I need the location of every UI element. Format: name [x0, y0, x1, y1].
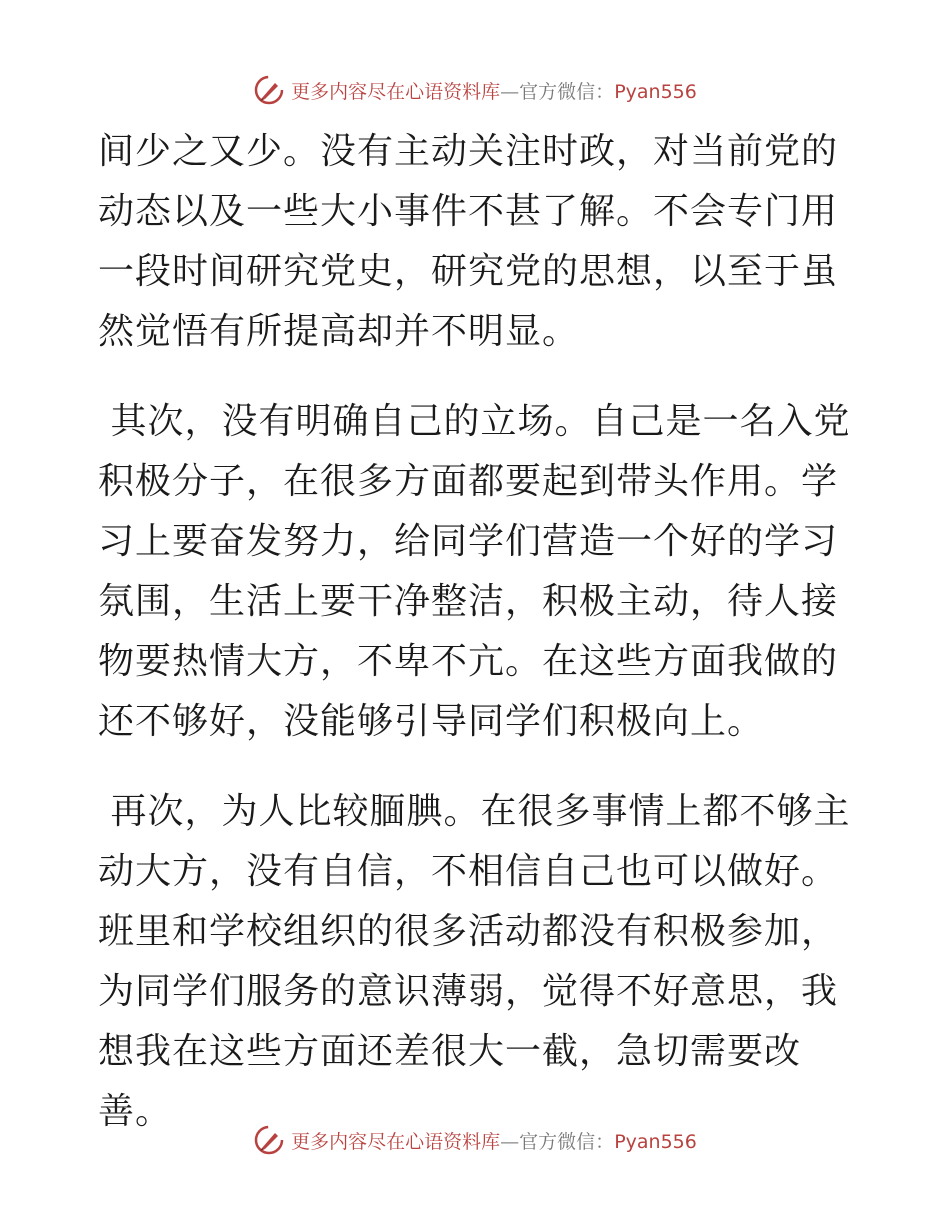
quill-pen-logo-icon: [253, 1124, 285, 1156]
watermark-site-text: 更多内容尽在心语资料库: [291, 1130, 501, 1153]
header-watermark: [0, 70, 950, 110]
watermark-wechat-id: Pyan556: [614, 80, 697, 103]
quill-pen-logo-icon: [253, 74, 285, 106]
paragraph-1: 间少之又少。没有主动关注时政，对当前党的动态以及一些大小事件不甚了解。不会专门用一段时间研究党史，研究党的思想，以至于虽然觉悟有所提高却并不明显。: [98, 131, 839, 352]
watermark-site-text: 更多内容尽在心语资料库: [291, 80, 501, 103]
footer-watermark: [0, 1120, 950, 1160]
watermark-separator: —: [500, 1130, 520, 1153]
watermark-text: [291, 77, 697, 104]
paragraph-3: 再次，为人比较腼腆。在很多事情上都不够主动大方，没有自信，不相信自己也可以做好。班里和学校组织的很多活动都没有积极参加，为同学们服务的意识薄弱，觉得不好意思，我想我在这些方面还差很大一截，急切需要改善。: [98, 791, 851, 1132]
document-body: [98, 122, 858, 1142]
watermark-wechat-label: 官方微信：: [519, 80, 615, 103]
watermark-text: [291, 1127, 697, 1154]
paragraph-2: 其次，没有明确自己的立场。自己是一名入党积极分子，在很多方面都要起到带头作用。学习上要奋发努力，给同学们营造一个好的学习氛围，生活上要干净整洁，积极主动，待人接物要热情大方，不卑不亢。在这些方面我做的还不够好，没能够引导同学们积极向上。: [98, 401, 851, 742]
watermark-wechat-label: 官方微信：: [519, 1130, 615, 1153]
watermark-wechat-id: Pyan556: [614, 1130, 697, 1153]
watermark-separator: —: [500, 80, 520, 103]
